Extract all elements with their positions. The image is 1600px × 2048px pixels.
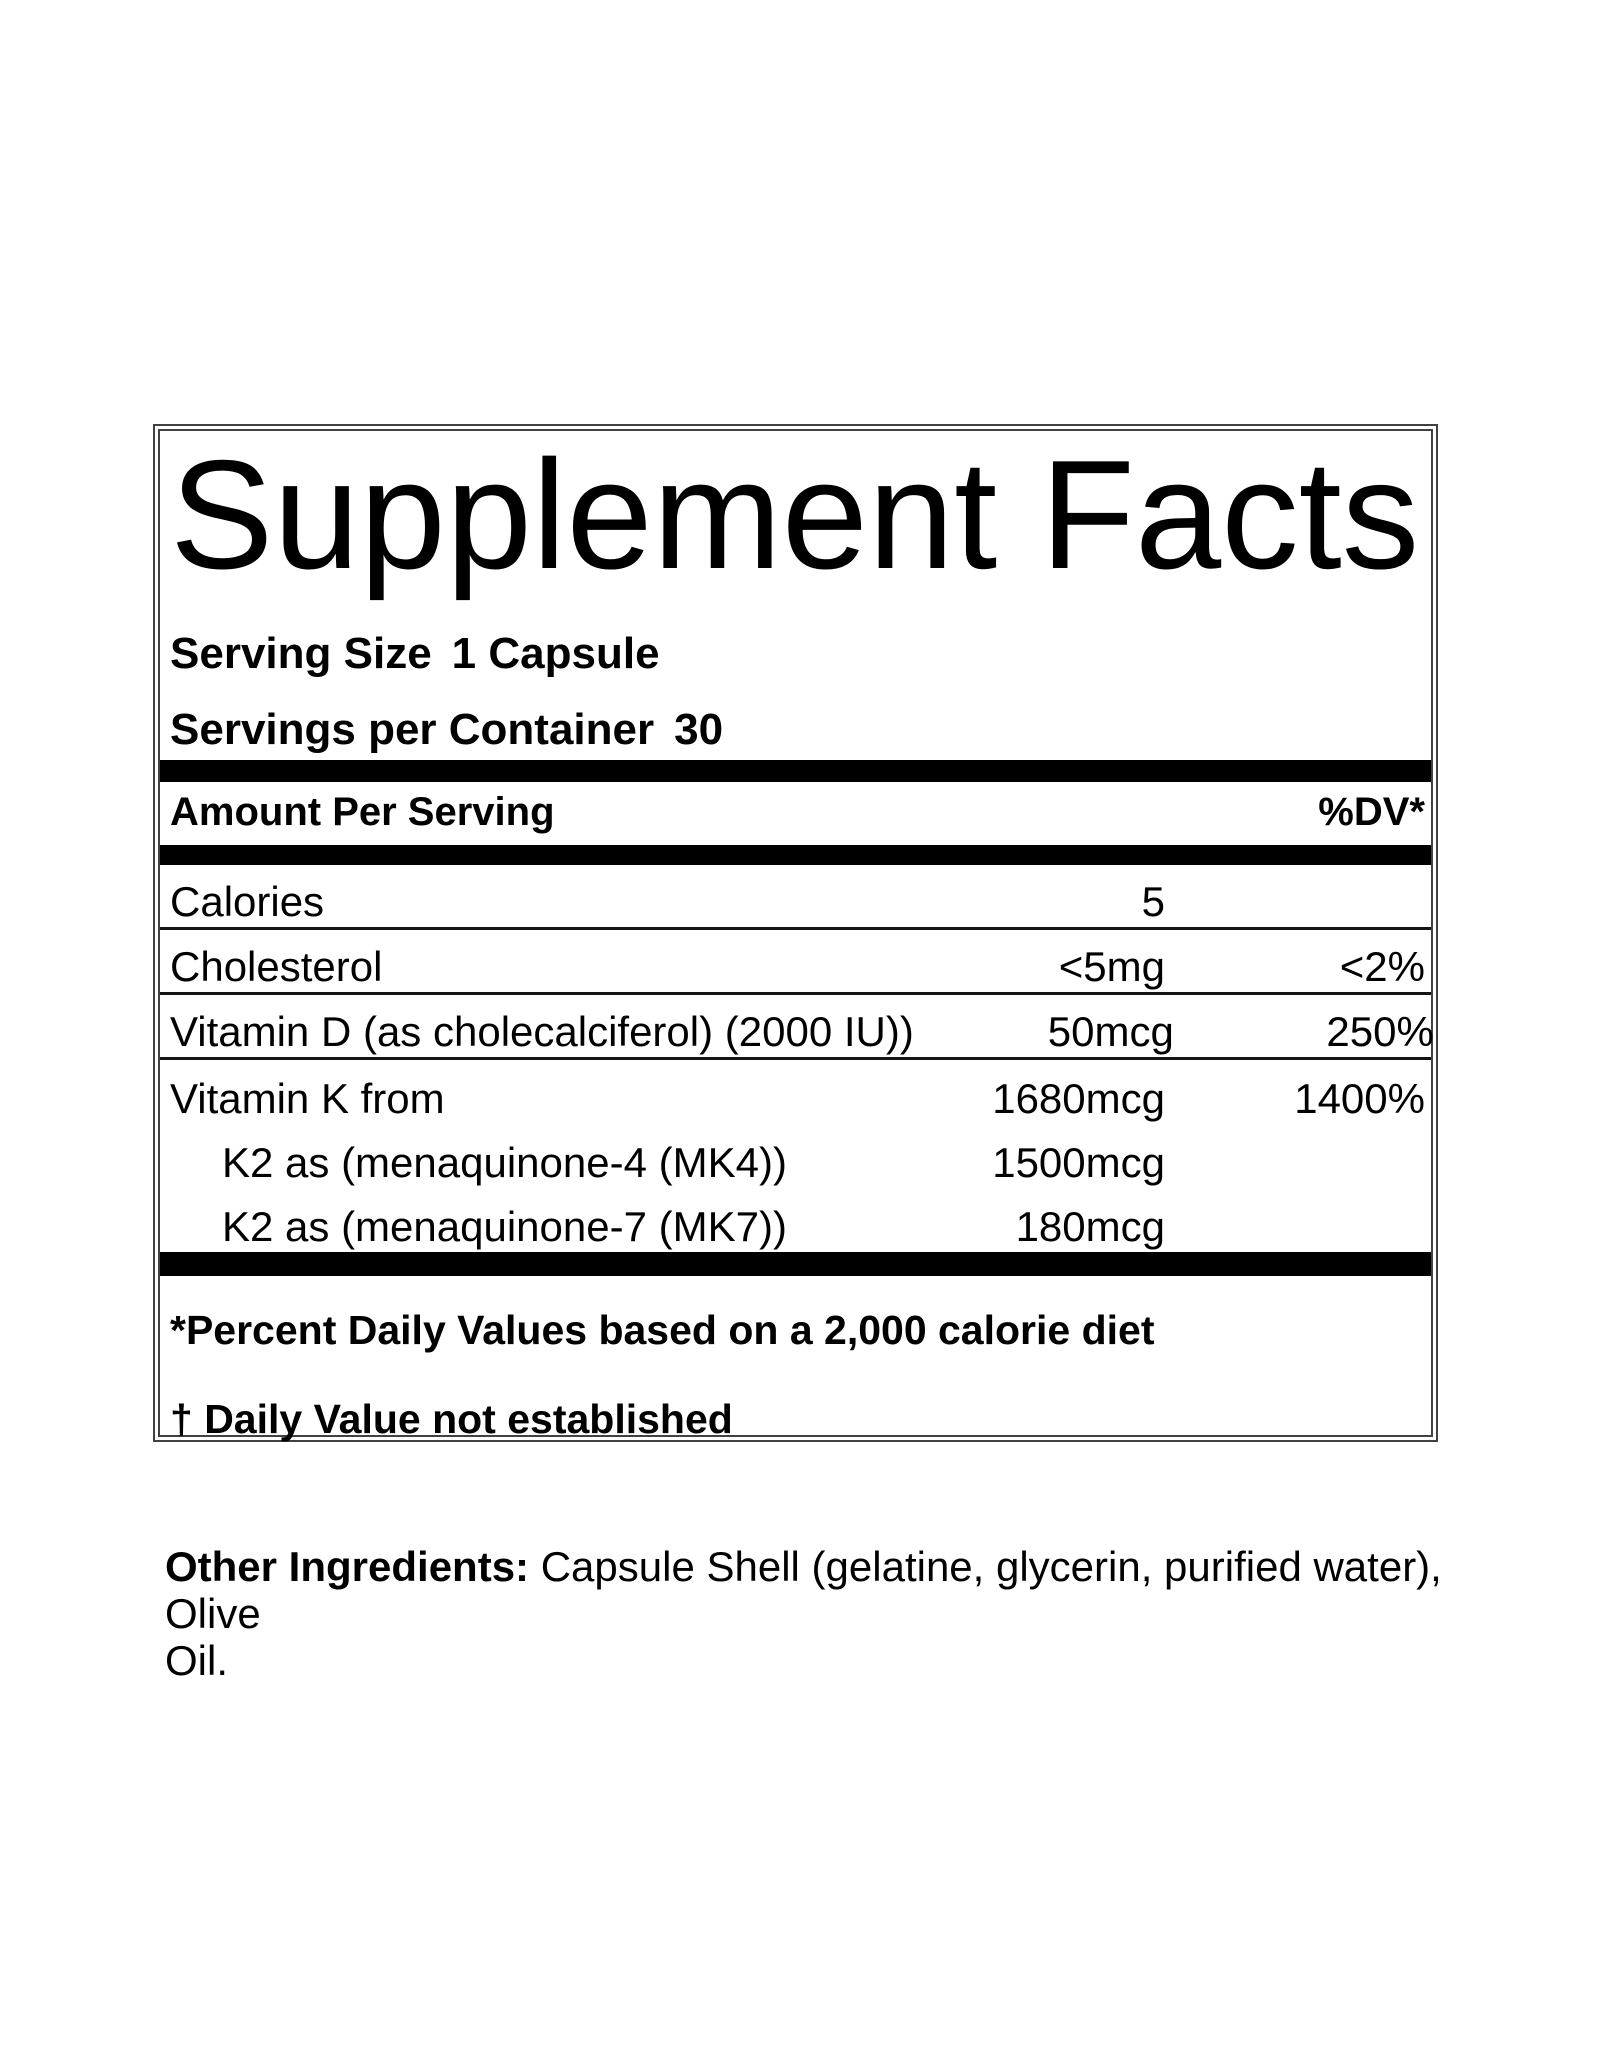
- nutrient-name: Vitamin D (as cholecalciferol) (2000 IU)): [170, 1007, 914, 1055]
- serving-size-label: Serving Size: [170, 629, 432, 678]
- table-row-k2-mk7: [160, 1188, 1431, 1252]
- other-ingredients-text-line1: Capsule Shell (gelatine, glycerin, purified water), Olive: [165, 1543, 1442, 1637]
- nutrient-name: K2 as (menaquinone-7 (MK7)): [222, 1202, 787, 1250]
- nutrient-name: Cholesterol: [170, 942, 383, 990]
- nutrient-dv: <2%: [1339, 942, 1425, 990]
- dv-header: %DV*: [1318, 790, 1425, 834]
- supplement-facts-panel: [153, 424, 1438, 1442]
- other-ingredients: [165, 1543, 1445, 1684]
- nutrient-amount: 1500mcg: [992, 1138, 1165, 1186]
- nutrient-amount: 1680mcg: [992, 1074, 1165, 1122]
- table-row-cholesterol: [160, 930, 1431, 995]
- other-ingredients-label: Other Ingredients:: [165, 1543, 530, 1590]
- thick-separator-bar: [160, 1252, 1431, 1276]
- panel-title: Supplement Facts: [170, 428, 1420, 601]
- nutrient-dv: 1400%: [1294, 1074, 1425, 1122]
- nutrient-dv: 250%: [1326, 1007, 1434, 1055]
- table-row-vitamin-d: [160, 995, 1434, 1060]
- nutrient-amount: 50mcg: [1047, 1007, 1174, 1055]
- table-header-row: [160, 782, 1431, 845]
- footnote-daily-value-not-established: † Daily Value not established: [170, 1396, 733, 1442]
- footnote-percent-daily-values: *Percent Daily Values based on a 2,000 calorie diet: [170, 1307, 1155, 1353]
- serving-size-value: 1 Capsule: [451, 629, 660, 678]
- servings-per-container-label: Servings per Container: [170, 705, 655, 754]
- table-row-vitamin-k: [160, 1060, 1431, 1124]
- thick-separator-bar: [160, 845, 1431, 865]
- servings-per-container-value: 30: [674, 705, 724, 754]
- table-row-k2-mk4: [160, 1124, 1431, 1188]
- servings-per-container-line: [160, 705, 1431, 755]
- other-ingredients-text-line2: Oil.: [165, 1637, 228, 1684]
- nutrient-amount: 180mcg: [1015, 1202, 1165, 1250]
- nutrient-name: K2 as (menaquinone-4 (MK4)): [222, 1138, 787, 1186]
- table-row-calories: [160, 865, 1431, 930]
- nutrient-name: Calories: [170, 877, 325, 925]
- nutrient-amount: <5mg: [1058, 942, 1165, 990]
- nutrient-amount: 5: [1141, 877, 1165, 925]
- thick-separator-bar: [160, 760, 1431, 782]
- serving-size-line: [160, 629, 1431, 679]
- amount-per-serving-header: Amount Per Serving: [170, 790, 555, 834]
- nutrient-name: Vitamin K from: [170, 1074, 445, 1122]
